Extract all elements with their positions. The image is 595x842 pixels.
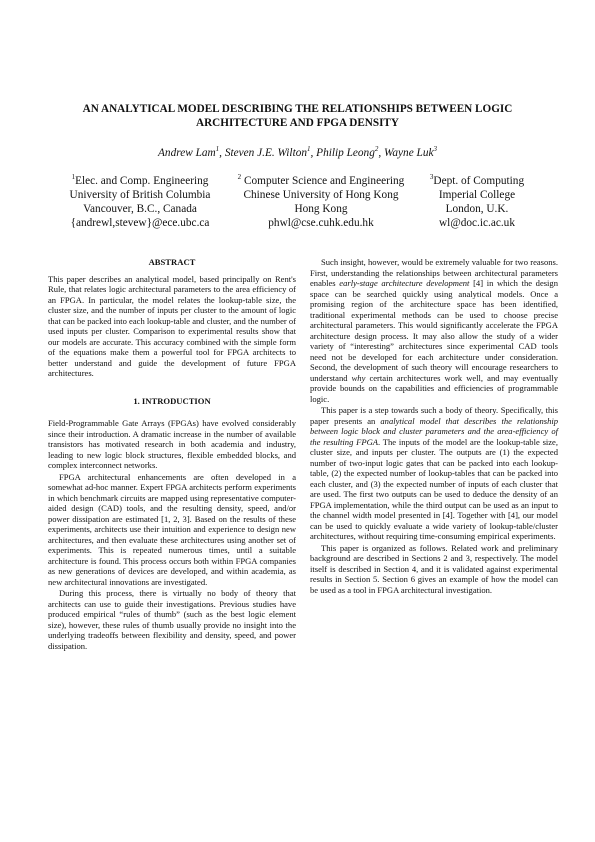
affiliation-dept-text: Computer Science and Engineering bbox=[244, 175, 405, 187]
paragraph-text: Such insight, however, would be extremely valuable for two reasons. First, understanding the relationships between architectural parameters enables bbox=[310, 257, 558, 288]
right-column bbox=[310, 257, 558, 595]
affiliation-location: London, U.K. bbox=[445, 203, 509, 216]
affiliation-location: Vancouver, B.C., Canada bbox=[83, 203, 197, 216]
affiliation-email: {andrewl,stevew}@ece.ubc.ca bbox=[70, 217, 210, 230]
author-list bbox=[50, 146, 545, 160]
affiliation-email: wl@doc.ic.ac.uk bbox=[439, 217, 515, 230]
abstract-heading: ABSTRACT bbox=[148, 257, 196, 267]
affiliation-institution: Chinese University of Hong Kong bbox=[243, 189, 399, 202]
intro-paragraph: Field-Programmable Gate Arrays (FPGAs) have evolved considerably since their introduction. A dramatic increase in the number of available transistors has motivated research in both academia and industry, leading to new logic block structures, flexible embedded blocks, and complex interconnect networks. bbox=[48, 418, 296, 470]
affiliation-number: 3 bbox=[429, 173, 434, 182]
author-affiliation-marker: 3 bbox=[433, 145, 437, 154]
intro-paragraph bbox=[310, 257, 558, 404]
affiliation-dept bbox=[226, 174, 416, 188]
affiliation-location: Hong Kong bbox=[294, 203, 348, 216]
author-affiliation-marker: 1 bbox=[307, 145, 311, 154]
paragraph-text: [4] in which the design space can be searched quickly using analytical models. Once a promising region of the architecture space has been identified, traditional experimental methods can be used to choose precise architectural parameters. This would significantly accelerate the FPGA architecture design process. It may also allow the study of a wider variety of “interesting” architectures since experimental CAD tools need not be developed for each architecture under consideration. Second, the development of such theory will encourage researchers to understand bbox=[310, 278, 558, 383]
author-name: Philip Leong bbox=[316, 147, 375, 159]
affiliation-dept bbox=[418, 174, 536, 188]
introduction-heading: 1. INTRODUCTION bbox=[133, 395, 211, 406]
left-column bbox=[48, 257, 296, 651]
author-affiliation-marker: 2 bbox=[374, 145, 379, 154]
emphasized-term: analytical model that describes the relationship between logic block and cluster parameters and the area-efficiency of the resulting FPGA bbox=[310, 415, 559, 447]
author-separator: , bbox=[219, 147, 225, 159]
abstract-text: This paper describes an analytical model, based principally on Rent's Rule, that relates logic architectural parameters to the area efficiency of an FPGA. In particular, the model relates the lookup-table size, the cluster size, and the number of inputs per cluster to the amount of logic that can be packed into each lookup-table and cluster, and the number of used inputs per cluster. Comparison to experimental results show that our models are accurate. This accuracy combined with the simple form of the equations make them a powerful tool for FPGA architects to better understand and guide the development of future FPGA architectures. bbox=[48, 273, 296, 378]
affiliation-dept-text: Elec. and Comp. Engineering bbox=[75, 175, 209, 187]
intro-paragraph: This paper is organized as follows. Related work and preliminary background are described in Sections 2 and 3, respectively. The model itself is described in Section 4, and it is validated against experimental results in Section 5. Section 6 gives an example of how the model can be used as a tool in FPGA architectural investigation. bbox=[310, 542, 558, 595]
emphasized-term: early-stage architecture development bbox=[339, 278, 470, 288]
affiliation-ubc bbox=[60, 174, 220, 230]
author-name: Andrew Lam bbox=[158, 147, 216, 159]
paragraph-text: certain architectures work well, and may eventually provide bounds on the capabilities and efficiencies of programmable logic. bbox=[310, 372, 558, 404]
affiliation-dept-text: Dept. of Computing bbox=[433, 175, 525, 187]
affiliation-number: 2 bbox=[237, 173, 242, 182]
affiliation-imperial bbox=[418, 174, 536, 230]
affiliation-dept bbox=[60, 174, 220, 188]
author-name: Steven J.E. Wilton bbox=[224, 147, 308, 159]
paragraph-text: . The inputs of the model are the lookup-table size, cluster size, and inputs per cluster. The outputs are (1) the expected number of two-input logic gates that can be packed into each lookup-table, (2) the expected number of lookup-tables that can be packed into each cluster, and (3) the expected number of inputs of each cluster that are used. The first two outputs can be used to deduce the density of an FPGA implementation, while the third output can be used as an input to the channel width model presented in [4]. Together with [4], our model can be used to quickly evaluate a wide variety of lookup-table/cluster architectures, without requiring time-consuming empirical experiments. bbox=[310, 436, 558, 541]
affiliation-number: 1 bbox=[71, 173, 76, 182]
paragraph-text: This paper is a step towards such a body of theory. Specifically, this paper presents an bbox=[310, 405, 558, 426]
author-separator: , bbox=[310, 147, 317, 159]
affiliation-cuhk bbox=[226, 174, 416, 230]
author-name: Wayne Luk bbox=[384, 147, 434, 159]
author-separator: , bbox=[378, 147, 385, 159]
intro-paragraph bbox=[310, 405, 558, 542]
author-affiliation-marker: 1 bbox=[215, 145, 220, 154]
affiliation-email: phwl@cse.cuhk.edu.hk bbox=[268, 217, 374, 230]
paper-title: AN ANALYTICAL MODEL DESCRIBING THE RELATIONSHIPS BETWEEN LOGIC ARCHITECTURE AND FPGA DENSITY bbox=[82, 103, 513, 129]
affiliation-institution: Imperial College bbox=[438, 189, 516, 202]
affiliation-institution: University of British Columbia bbox=[69, 189, 211, 202]
intro-paragraph: During this process, there is virtually no body of theory that architects can use to guide their investigations. Previous studies have produced empirical “rules of thumb” (such as the best logic element size), however, these rules of thumb usually provide no insight into the underlying tradeoffs between flexibility and density, speed, and power dissipation. bbox=[48, 588, 296, 651]
emphasized-term: why bbox=[351, 372, 366, 383]
intro-paragraph: FPGA architectural enhancements are often developed in a somewhat ad-hoc manner. Expert FPGA architects perform experiments in which benchmark circuits are mapped using representative computer-aided design (CAD) tools, and the resulting density, speed, and/or power dissipation are estimated [1, 2, 3]. Based on the results of these experiments, architects use their intuition and experience to design new architectures, and then evaluate these architectures using another set of experiments. This is repeated numerous times, until a suitable architecture is found. This process occurs both within FPGA companies as new generations of devices are developed, and within academia, as new architectural innovations are investigated. bbox=[48, 471, 296, 587]
